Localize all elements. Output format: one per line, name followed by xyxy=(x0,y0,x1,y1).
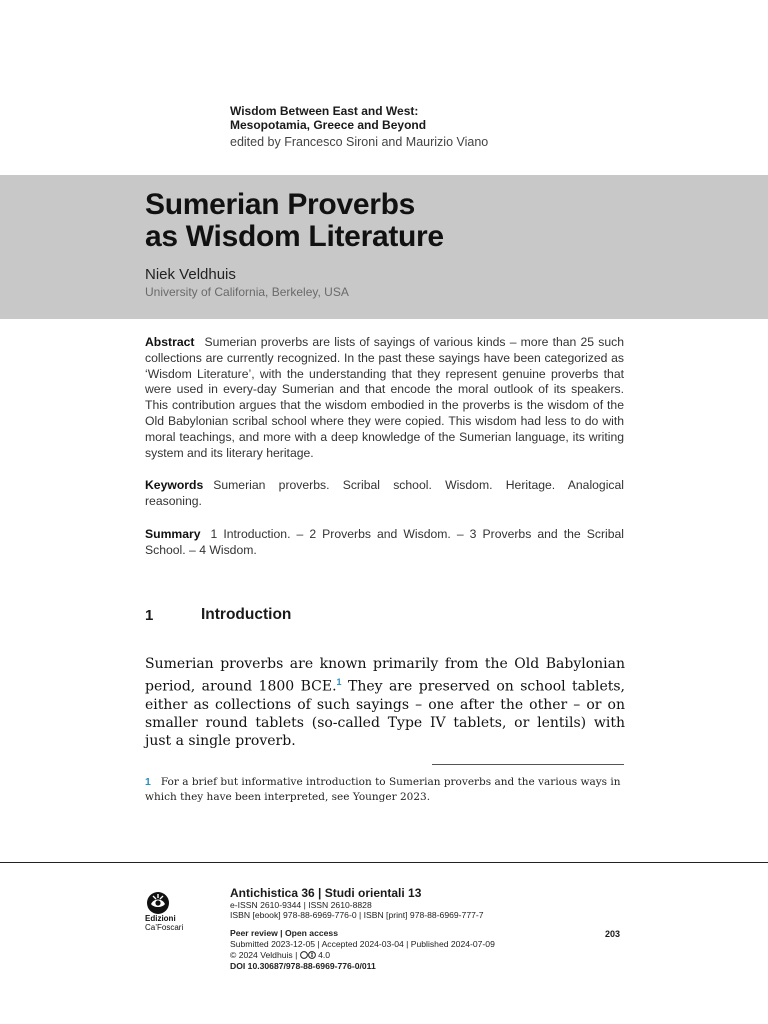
abstract-text: Sumerian proverbs are lists of sayings of various kinds – more than 25 such collections are currently recognized. In the past these sayings have been categorized as ‘Wisdom Literature’, with the understanding that they represent genuine proverbs that were used in every-day Sumerian and that encode the moral outlook of its speakers. This contribution argues that the wisdom embodied in the proverbs is the wisdom of the Old Babylonian scribal school where they were copied. This wisdom had less to do with moral teachings, and more with a deep knowledge of the Sumerian language, its writing system and its literary heritage. xyxy=(145,335,624,460)
summary-block xyxy=(145,527,624,559)
title-line-1: Sumerian Proverbs xyxy=(145,188,416,221)
doi-label: DOI xyxy=(230,961,246,971)
copyright-text: © 2024 Veldhuis | xyxy=(230,950,300,960)
isbn-line: ISBN [ebook] 978-88-6969-776-0 | ISBN [print] 978-88-6969-777-7 xyxy=(230,910,484,920)
body-text-part-2: They are preserved on school tablets, either as collections of such sayings – one after the other – or on smaller round tablets (so-called Type IV tablets, or lentils) with just a single proverb. xyxy=(145,678,625,750)
article-title xyxy=(145,189,444,253)
series-line-2: Mesopotamia, Greece and Beyond xyxy=(230,118,427,132)
license-version: 4.0 xyxy=(318,950,331,960)
doi-line xyxy=(230,961,376,971)
license-line xyxy=(230,950,330,960)
publisher-name-line-1: Edizioni xyxy=(145,914,176,923)
footnote-text: For a brief but informative introduction to Sumerian proverbs and the various ways in which they have been interpreted, see Younger 2023. xyxy=(145,776,621,803)
section-title: Introduction xyxy=(201,606,292,623)
body-paragraph xyxy=(145,655,625,751)
summary-label: Summary xyxy=(145,527,201,541)
abstract-block xyxy=(145,335,624,461)
creative-commons-icon[interactable] xyxy=(300,951,316,959)
keywords-text: Sumerian proverbs. Scribal school. Wisdom. Heritage. Analogical reasoning. xyxy=(145,478,624,508)
footnote xyxy=(145,775,625,805)
footnote-divider xyxy=(432,764,624,765)
publisher-logo-icon xyxy=(145,890,171,916)
doi-link[interactable]: 10.30687/978-88-6969-776-0/011 xyxy=(247,961,376,971)
keywords-block xyxy=(145,478,624,510)
footnote-reference-link[interactable]: 1 xyxy=(336,677,342,688)
page-number: 203 xyxy=(605,929,621,939)
issn-line: e-ISSN 2610-9344 | ISSN 2610-8828 xyxy=(230,900,372,910)
body-text-part-1: Sumerian proverbs are known primarily from the Old Babylonian period, around 1800 BCE. xyxy=(145,656,625,695)
author-name: Niek Veldhuis xyxy=(145,266,236,283)
editors-line: edited by Francesco Sironi and Maurizio Viano xyxy=(230,135,489,149)
footnote-number: 1 xyxy=(145,776,151,788)
section-number: 1 xyxy=(145,607,154,624)
dates-line: Submitted 2023-12-05 | Accepted 2024-03-04 | Published 2024-07-09 xyxy=(230,939,495,949)
volume-series-title xyxy=(230,104,426,132)
journal-series: Antichistica 36 | Studi orientali 13 xyxy=(230,886,422,900)
title-line-2: as Wisdom Literature xyxy=(145,220,444,253)
keywords-label: Keywords xyxy=(145,478,204,492)
series-line-1: Wisdom Between East and West: xyxy=(230,104,419,118)
footer-divider xyxy=(0,862,768,863)
author-affiliation: University of California, Berkeley, USA xyxy=(145,285,349,299)
review-line: Peer review | Open access xyxy=(230,928,338,938)
summary-text: 1 Introduction. – 2 Proverbs and Wisdom. – 3 Proverbs and the Scribal School. – 4 Wisdom. xyxy=(145,527,624,557)
publisher-name-line-2: Ca’Foscari xyxy=(145,923,184,932)
abstract-label: Abstract xyxy=(145,335,195,349)
